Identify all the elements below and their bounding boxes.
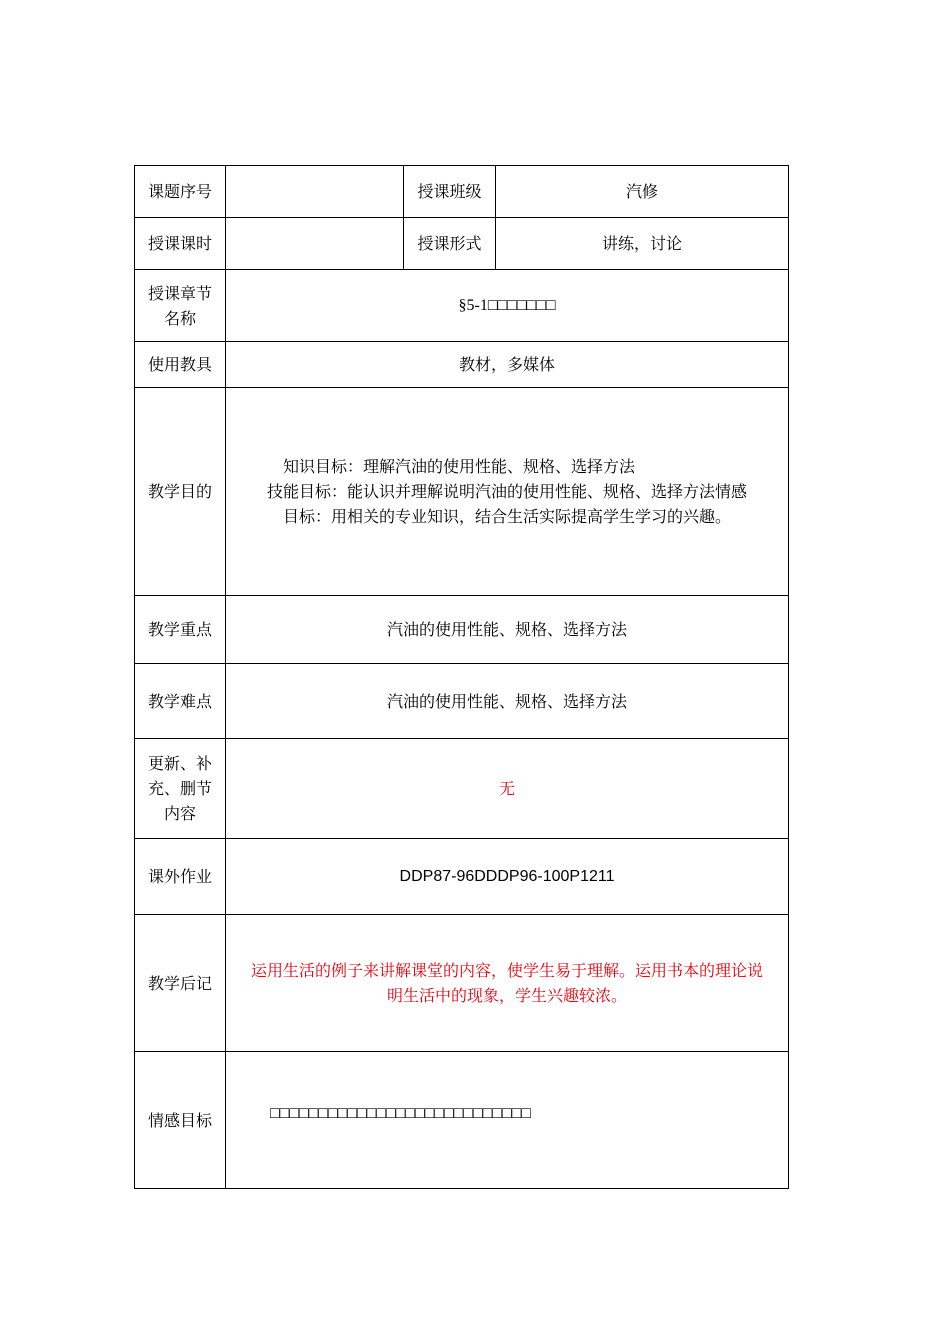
label-tools: 使用教具: [135, 342, 226, 388]
label-class: 授课班级: [404, 166, 496, 218]
label-chapter: [135, 270, 226, 342]
label-hours: 授课课时: [135, 218, 226, 270]
label-updates: [135, 739, 226, 839]
reflection-line2: 明生活中的现象，学生兴趣较浓。: [386, 986, 627, 1005]
value-tools: 教材，多媒体: [226, 342, 789, 388]
row-chapter: [135, 270, 789, 342]
label-updates-line3: 内容: [163, 804, 196, 823]
row-objectives: [135, 388, 789, 596]
objective-knowledge: 知识目标：理解汽油的使用性能、规格、选择方法: [282, 457, 635, 476]
label-emotion: 情感目标: [135, 1052, 226, 1189]
label-chapter-line1: 授课章节: [147, 283, 212, 303]
label-objectives: 教学目的: [135, 388, 226, 596]
label-key-points: 教学重点: [135, 596, 226, 664]
objective-emotion: 目标：用相关的专业知识，结合生活实际提高学生学习的兴趣。: [282, 507, 731, 526]
row-difficulties: [135, 664, 789, 739]
objective-skill: 技能目标：能认识并理解说明汽油的使用性能、规格、选择方法情感: [266, 482, 747, 501]
row-tools: [135, 342, 789, 388]
value-emotion: □□□□□□□□□□□□□□□□□□□□□□□□□□□: [226, 1052, 789, 1189]
row-topic-class: [135, 166, 789, 218]
label-updates-line1: 更新、补: [147, 754, 212, 773]
value-difficulties: 汽油的使用性能、规格、选择方法: [226, 664, 789, 739]
label-form: 授课形式: [404, 218, 496, 270]
label-reflection: 教学后记: [135, 915, 226, 1052]
value-chapter: §5-1□□□□□□□: [226, 270, 789, 342]
row-hours-form: [135, 218, 789, 270]
label-homework: 课外作业: [135, 839, 226, 915]
value-topic-no: [226, 166, 404, 218]
lesson-plan-table: [134, 165, 789, 1189]
value-hours: [226, 218, 404, 270]
label-updates-line2: 充、删节: [147, 779, 212, 798]
row-key-points: [135, 596, 789, 664]
label-chapter-line2: 名称: [163, 308, 196, 328]
row-homework: [135, 839, 789, 915]
value-reflection: [226, 915, 789, 1052]
label-topic-no: 课题序号: [135, 166, 226, 218]
label-difficulties: 教学难点: [135, 664, 226, 739]
row-updates: [135, 739, 789, 839]
row-emotion: [135, 1052, 789, 1189]
reflection-line1: 运用生活的例子来讲解课堂的内容，使学生易于理解。运用书本的理论说: [250, 961, 763, 980]
value-key-points: 汽油的使用性能、规格、选择方法: [226, 596, 789, 664]
value-form: 讲练，讨论: [496, 218, 789, 270]
value-class: 汽修: [496, 166, 789, 218]
value-homework: DDP87-96DDDP96-100P1211: [226, 839, 789, 915]
value-objectives: [226, 388, 789, 596]
row-reflection: [135, 915, 789, 1052]
value-updates: 无: [226, 739, 789, 839]
